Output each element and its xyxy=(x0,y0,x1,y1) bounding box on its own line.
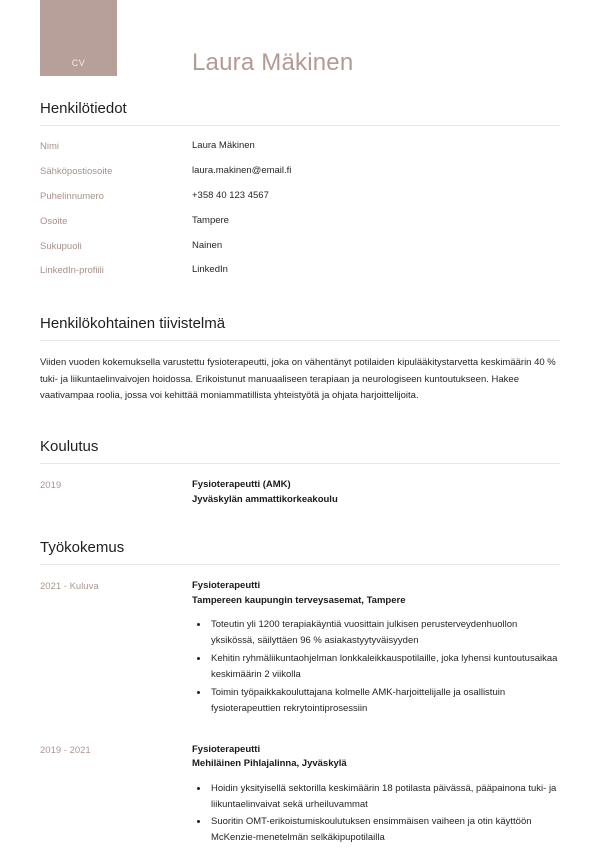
entry-job-title: Fysioterapeutti xyxy=(192,743,261,755)
detail-label: Puhelinnumero xyxy=(40,190,104,202)
cv-header xyxy=(0,0,600,100)
entry-date: 2019 - 2021 xyxy=(40,744,91,756)
detail-label: LinkedIn-profiili xyxy=(40,265,104,277)
education-entry xyxy=(40,478,560,507)
detail-row xyxy=(40,240,560,253)
entry-organization: Tampereen kaupungin terveysasemat, Tampere xyxy=(192,594,406,606)
photo-placeholder xyxy=(40,0,117,76)
section-personal-info xyxy=(40,100,560,277)
experience-entry xyxy=(40,743,560,848)
summary-text: Viiden vuoden kokemuksella varustettu fysioterapeutti, joka on vähentänyt potilaiden kipulääkitystarvetta keskimäärin 40 % tuki- ja liikuntaelinvaivojen hoidossa. Erikoistunut manuaaliseen terapiaan ja neurologiseen kuntoutukseen. Hakee vaativampaa roolia, jossa voi kehittää moniammatillista yhteistyötä ja ohjata harjoittelijoita. xyxy=(40,357,556,401)
entry-bullet-list xyxy=(192,781,560,847)
list-item: • Toteutin yli 1200 terapiakäyntiä vuosittain julkisen perusterveydenhuollon yksikössä, säilyttäen 96 % asiakastyytyväisyyden xyxy=(209,617,560,649)
section-divider xyxy=(40,564,560,565)
entry-date: 2019 xyxy=(40,480,62,492)
entry-organization: Mehiläinen Pihlajalinna, Jyväskylä xyxy=(192,758,347,770)
entry-job-title: Fysioterapeutti xyxy=(192,580,261,592)
list-item: • Toimin työpaikkakouluttajana kolmelle AMK-harjoittelijalle ja osallistuin fysioterapeuttien rekrytointiprosessiin xyxy=(209,685,560,717)
detail-label: Osoite xyxy=(40,215,68,227)
linkedin-profile-link[interactable]: LinkedIn xyxy=(192,264,228,276)
entry-degree: Fysioterapeutti (AMK) xyxy=(192,479,291,491)
entry-bullet-list xyxy=(192,617,560,717)
detail-row xyxy=(40,165,560,178)
detail-row xyxy=(40,215,560,228)
detail-label: Sukupuoli xyxy=(40,240,82,252)
page-title: Laura Mäkinen xyxy=(192,49,354,76)
list-item: • Suoritin OMT-erikoistumiskoulutuksen ensimmäisen vaiheen ja otin käyttöön McKenzie-menetelmän selkäkipupotilailla xyxy=(209,814,560,846)
section-divider xyxy=(40,463,560,464)
detail-row xyxy=(40,140,560,153)
list-item: • Kehitin ryhmäliikuntaohjelman lonkkaleikkauspotilaille, joka lyhensi kuntoutusaikaa keskimäärin 2 viikolla xyxy=(209,651,560,683)
detail-label: Sähköpostiosoite xyxy=(40,165,113,177)
detail-row xyxy=(40,190,560,203)
detail-label: Nimi xyxy=(40,141,59,152)
detail-value: Laura Mäkinen xyxy=(192,140,255,151)
entry-date: 2021 - Kuluva xyxy=(40,581,99,593)
section-divider xyxy=(40,125,560,126)
experience-entry xyxy=(40,579,560,719)
list-item: • Hoidin yksityisellä sektorilla keskimäärin 18 potilasta päivässä, pääpainona tuki- ja liikuntaelinvaivat sekä urheiluvammat xyxy=(209,781,560,813)
section-title-experience: Työkokemus xyxy=(40,539,125,557)
section-education xyxy=(40,438,560,507)
section-divider xyxy=(40,340,560,341)
detail-value: Tampere xyxy=(192,214,229,226)
photo-placeholder-label: CV xyxy=(71,58,86,68)
detail-value: Nainen xyxy=(192,239,223,251)
section-title-summary: Henkilökohtainen tiivistelmä xyxy=(40,315,226,333)
detail-row xyxy=(40,264,560,277)
detail-value: +358 40 123 4567 xyxy=(192,189,269,201)
section-summary xyxy=(40,315,560,404)
entry-institution: Jyväskylän ammattikorkeakoulu xyxy=(192,493,338,505)
detail-value: laura.makinen@email.fi xyxy=(192,164,292,176)
section-title-education: Koulutus xyxy=(40,438,99,456)
section-title-personal-info: Henkilötiedot xyxy=(40,100,127,117)
section-experience xyxy=(40,539,560,848)
